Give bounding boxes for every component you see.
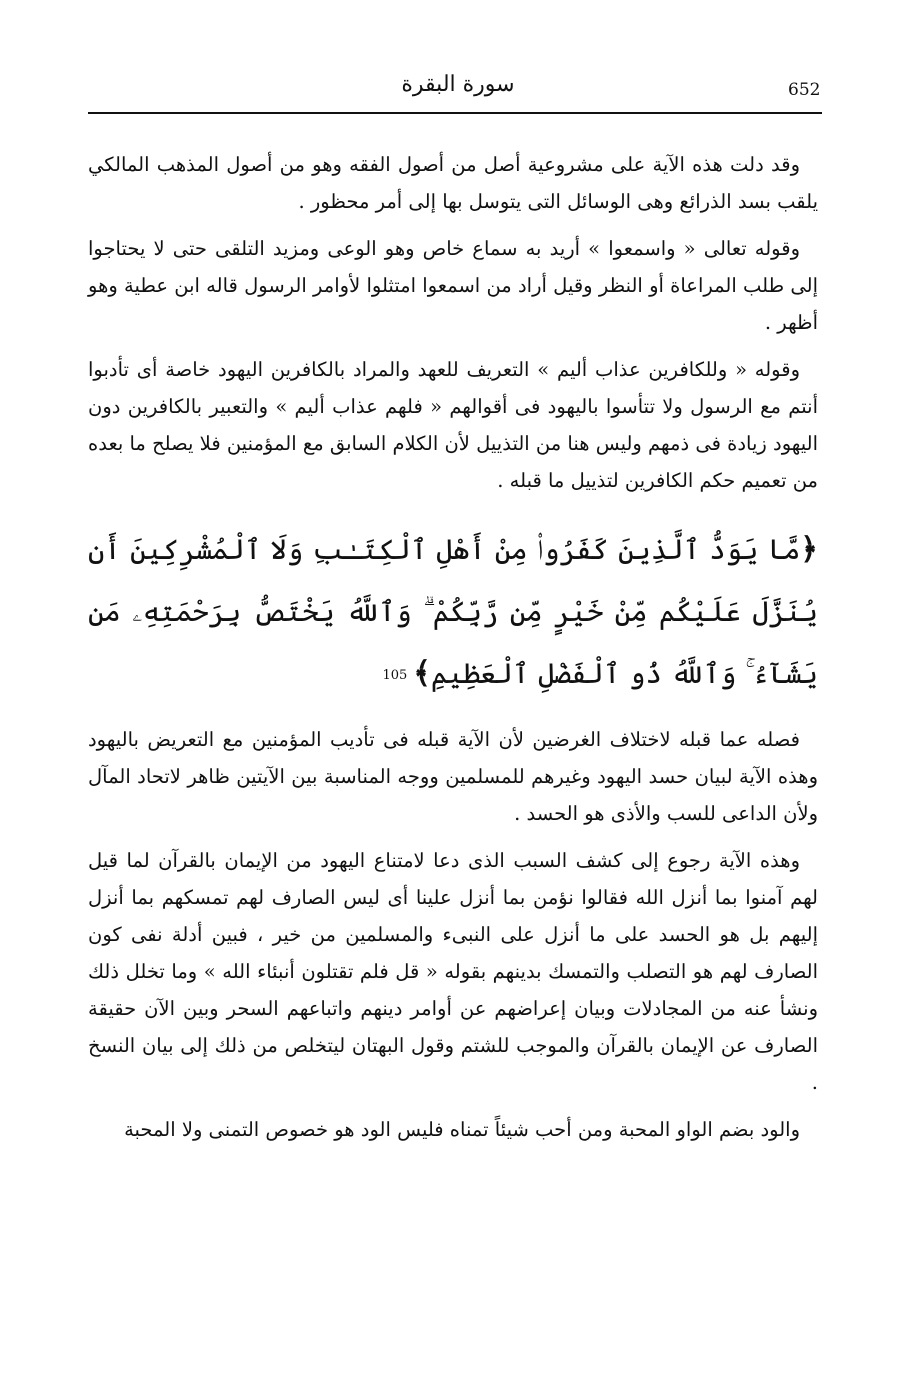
paragraph: وقد دلت هذه الآية على مشروعية أصل من أصول الفقه وهو من أصول المذهب المالكي يلقب بسد الذرائع وهى الوسائل التى يتوسل بها إلى أمر محظور . [88, 153, 818, 213]
verse-number: 105 [382, 667, 408, 683]
paragraph: وقوله تعالى « واسمعوا » أريد به سماع خاص وهو الوعى ومزيد التلقى حتى لا يحتاجوا إلى طلب المراعاة أو النظر وقيل أراد من اسمعوا امتثلوا لأوامر الرسول قاله ابن عطية وهو أظهر . [88, 237, 818, 334]
page-number: 652 [788, 80, 821, 100]
paragraph: فصله عما قبله لاختلاف الغرضين لأن الآية قبله فى تأديب المؤمنين مع التعريض باليهود وهذه الآية لبيان حسد اليهود وغيرهم للمسلمين ووجه المناسبة بين الآيتين ظاهر لاتحاد المآل ولأن الداعى للسب والأذى هو الحسد . [88, 727, 818, 825]
paragraph: والود بضم الواو المحبة ومن أحب شيئاً تمناه فليس الود هو خصوص التمنى ولا المحبة [124, 1117, 800, 1141]
paragraph: وقوله « وللكافرين عذاب أليم » التعريف للعهد والمراد بالكافرين اليهود خاصة أى تأدبوا أنتم مع الرسول ولا تتأسوا باليهود فى أقوالهم « فلهم عذاب أليم » والتعبير بالكافرين دون اليهود زيادة فى ذمهم وليس هنا من التذييل لأن الكلام السابق مع المؤمنين فلا يصلح ما بعده من تعميم حكم الكافرين لتذييل ما قبله . [88, 358, 818, 492]
header-rule [88, 112, 822, 114]
verse-text: مَّا يَوَدُّ ٱلَّذِينَ كَفَرُوا۟ مِنْ أَهْلِ ٱلْكِتَـٰبِ وَلَا ٱلْمُشْرِكِينَ أَن يُنَزَّلَ عَلَيْكُم مِّنْ خَيْرٍ مِّن رَّبِّكُمْ ۗ وَٱللَّهُ يَخْتَصُّ بِرَحْمَتِهِۦ مَن يَشَآءُ ۚ وَٱللَّهُ ذُو ٱلْفَضْلِ ٱلْعَظِيمِ [88, 533, 818, 690]
page-header [88, 70, 820, 110]
page-body [88, 146, 818, 1158]
verse-open-bracket: ﴿ [800, 532, 818, 567]
paragraph: وهذه الآية رجوع إلى كشف السبب الذى دعا لامتناع اليهود من الإيمان بالقرآن لما قيل لهم آمنوا بما أنزل الله فقالوا نؤمن بما أنزل علينا أى ليس الصارف لهم تمسكهم بما أنزل إليهم بل هو الحسد على ما أنزل على النبىء والمسلمين من خير ، فبين أدلة نفى كون الصارف لهم هو التصلب والتمسك بدينهم بقوله « قل فلم تقتلون أنبئاء الله » وما تخلل ذلك ونشأ عنه من المجادلات وبيان إعراضهم عن أوامر دينهم واتباعهم السحر وبين الآن حقيقة الصارف عن الإيمان بالقرآن والموجب للشتم وقول البهتان ليتخلص من ذلك إلى بيان النسخ . [88, 848, 818, 1094]
quran-verse [88, 519, 818, 707]
page-header-title: سورة البقرة [401, 72, 515, 97]
verse-close-bracket: ﴾ [413, 656, 431, 691]
